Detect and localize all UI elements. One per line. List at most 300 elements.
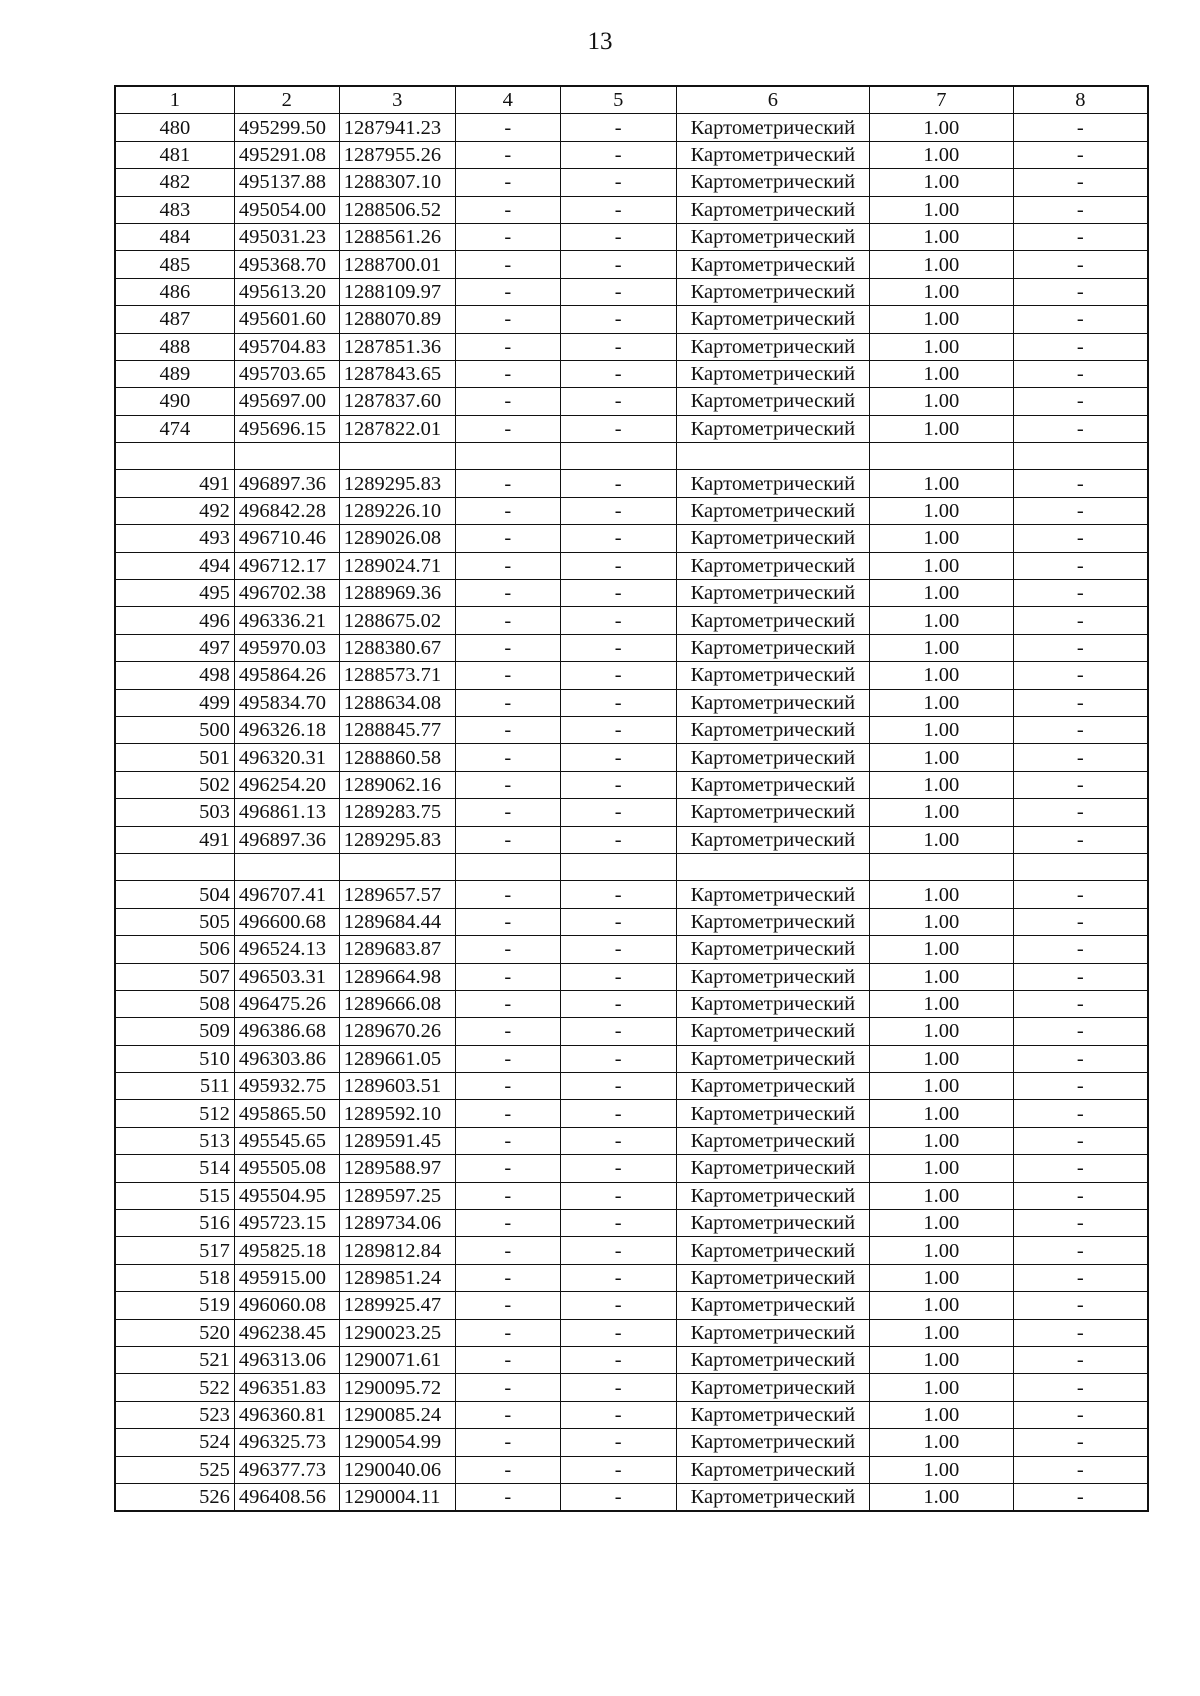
y-coordinate-cell: 1289588.97 [339, 1155, 455, 1182]
column-5-cell: - [560, 1237, 676, 1264]
accuracy-cell: 1.00 [870, 1456, 1014, 1483]
column-4-cell: - [455, 1401, 560, 1428]
method-cell: Картометрический [676, 1210, 869, 1237]
point-number-cell: 505 [115, 908, 234, 935]
accuracy-cell: 1.00 [870, 716, 1014, 743]
column-4-cell: - [455, 744, 560, 771]
method-cell: Картометрический [676, 1018, 869, 1045]
accuracy-cell: 1.00 [870, 360, 1014, 387]
y-coordinate-cell: 1289592.10 [339, 1100, 455, 1127]
column-8-cell: - [1013, 1045, 1148, 1072]
table-row [115, 826, 1148, 853]
method-cell: Картометрический [676, 908, 869, 935]
point-number-cell: 522 [115, 1374, 234, 1401]
y-coordinate-cell: 1289661.05 [339, 1045, 455, 1072]
y-coordinate-cell: 1290004.11 [339, 1483, 455, 1511]
column-8-cell: - [1013, 1456, 1148, 1483]
accuracy-cell: 1.00 [870, 1237, 1014, 1264]
column-5-cell: - [560, 278, 676, 305]
table-row [115, 415, 1148, 442]
page-number: 13 [587, 28, 613, 55]
table-row [115, 1401, 1148, 1428]
y-coordinate-cell: 1289925.47 [339, 1292, 455, 1319]
accuracy-cell: 1.00 [870, 936, 1014, 963]
column-8-cell: - [1013, 936, 1148, 963]
accuracy-cell: 1.00 [870, 1483, 1014, 1511]
method-cell: Картометрический [676, 1429, 869, 1456]
column-header: 1 [115, 86, 234, 114]
point-number-cell: 482 [115, 169, 234, 196]
y-coordinate-cell: 1287941.23 [339, 114, 455, 141]
x-coordinate-cell: 496524.13 [234, 936, 339, 963]
table-row [115, 169, 1148, 196]
x-coordinate-cell: 495970.03 [234, 634, 339, 661]
method-cell: Картометрический [676, 1346, 869, 1373]
column-4-cell: - [455, 169, 560, 196]
x-coordinate-cell: 495825.18 [234, 1237, 339, 1264]
table-row [115, 552, 1148, 579]
table-row [115, 141, 1148, 168]
accuracy-cell: 1.00 [870, 1429, 1014, 1456]
column-8-cell: - [1013, 963, 1148, 990]
point-number-cell: 499 [115, 689, 234, 716]
column-5-cell: - [560, 1483, 676, 1511]
point-number-cell: 495 [115, 580, 234, 607]
y-coordinate-cell: 1289603.51 [339, 1073, 455, 1100]
column-5-cell: - [560, 799, 676, 826]
point-number-cell: 496 [115, 607, 234, 634]
method-cell: Картометрический [676, 360, 869, 387]
accuracy-cell: 1.00 [870, 963, 1014, 990]
x-coordinate-cell: 496377.73 [234, 1456, 339, 1483]
column-4-cell: - [455, 388, 560, 415]
column-5-cell: - [560, 223, 676, 250]
column-4-cell: - [455, 251, 560, 278]
column-5-cell: - [560, 1045, 676, 1072]
x-coordinate-cell: 496600.68 [234, 908, 339, 935]
column-5-cell: - [560, 360, 676, 387]
x-coordinate-cell: 496475.26 [234, 990, 339, 1017]
x-coordinate-cell: 495137.88 [234, 169, 339, 196]
table-row [115, 470, 1148, 497]
column-8-cell: - [1013, 333, 1148, 360]
accuracy-cell: 1.00 [870, 223, 1014, 250]
method-cell: Картометрический [676, 388, 869, 415]
method-cell: Картометрический [676, 497, 869, 524]
column-4-cell: - [455, 1127, 560, 1154]
point-number-cell: 501 [115, 744, 234, 771]
point-number-cell: 497 [115, 634, 234, 661]
y-coordinate-cell: 1287851.36 [339, 333, 455, 360]
x-coordinate-cell: 495696.15 [234, 415, 339, 442]
x-coordinate-cell: 495613.20 [234, 278, 339, 305]
column-5-cell: - [560, 251, 676, 278]
column-8-cell: - [1013, 114, 1148, 141]
point-number-cell: 504 [115, 881, 234, 908]
accuracy-cell: 1.00 [870, 169, 1014, 196]
column-8-cell: - [1013, 223, 1148, 250]
column-8-cell: - [1013, 306, 1148, 333]
accuracy-cell: 1.00 [870, 881, 1014, 908]
column-4-cell: - [455, 196, 560, 223]
column-4-cell: - [455, 1073, 560, 1100]
accuracy-cell: 1.00 [870, 196, 1014, 223]
x-coordinate-cell: 496060.08 [234, 1292, 339, 1319]
table-header-row [115, 86, 1148, 114]
table-row [115, 689, 1148, 716]
y-coordinate-cell: 1289026.08 [339, 525, 455, 552]
x-coordinate-cell [234, 853, 339, 880]
column-4-cell: - [455, 689, 560, 716]
column-4-cell [455, 443, 560, 470]
table-row [115, 607, 1148, 634]
table-row [115, 1264, 1148, 1291]
table-row [115, 1456, 1148, 1483]
table-row [115, 881, 1148, 908]
y-coordinate-cell: 1288634.08 [339, 689, 455, 716]
column-5-cell: - [560, 196, 676, 223]
accuracy-cell: 1.00 [870, 1073, 1014, 1100]
point-number-cell: 526 [115, 1483, 234, 1511]
table-row [115, 306, 1148, 333]
accuracy-cell: 1.00 [870, 388, 1014, 415]
method-cell: Картометрический [676, 1155, 869, 1182]
x-coordinate-cell: 495504.95 [234, 1182, 339, 1209]
x-coordinate-cell: 496408.56 [234, 1483, 339, 1511]
column-8-cell: - [1013, 415, 1148, 442]
x-coordinate-cell: 496325.73 [234, 1429, 339, 1456]
accuracy-cell: 1.00 [870, 1100, 1014, 1127]
method-cell: Картометрический [676, 1483, 869, 1511]
column-5-cell: - [560, 771, 676, 798]
table-row [115, 1045, 1148, 1072]
point-number-cell: 512 [115, 1100, 234, 1127]
accuracy-cell: 1.00 [870, 580, 1014, 607]
y-coordinate-cell: 1289591.45 [339, 1127, 455, 1154]
method-cell: Картометрический [676, 1127, 869, 1154]
column-4-cell: - [455, 1319, 560, 1346]
method-cell: Картометрический [676, 470, 869, 497]
accuracy-cell [870, 853, 1014, 880]
column-5-cell: - [560, 580, 676, 607]
table-row [115, 634, 1148, 661]
x-coordinate-cell: 496386.68 [234, 1018, 339, 1045]
column-4-cell: - [455, 607, 560, 634]
x-coordinate-cell: 495031.23 [234, 223, 339, 250]
point-number-cell: 503 [115, 799, 234, 826]
table-row [115, 388, 1148, 415]
column-4-cell: - [455, 1018, 560, 1045]
x-coordinate-cell: 495723.15 [234, 1210, 339, 1237]
column-8-cell: - [1013, 1401, 1148, 1428]
point-number-cell: 483 [115, 196, 234, 223]
column-4-cell: - [455, 415, 560, 442]
column-8-cell: - [1013, 1264, 1148, 1291]
table-row [115, 662, 1148, 689]
table-row [115, 771, 1148, 798]
method-cell: Картометрический [676, 881, 869, 908]
method-cell: Картометрический [676, 1292, 869, 1319]
table-row [115, 1346, 1148, 1373]
column-8-cell: - [1013, 716, 1148, 743]
y-coordinate-cell: 1288860.58 [339, 744, 455, 771]
table-row [115, 278, 1148, 305]
column-5-cell: - [560, 908, 676, 935]
point-number-cell: 513 [115, 1127, 234, 1154]
table-row [115, 716, 1148, 743]
column-8-cell: - [1013, 1483, 1148, 1511]
table-row [115, 1429, 1148, 1456]
column-5-cell: - [560, 634, 676, 661]
y-coordinate-cell: 1289295.83 [339, 470, 455, 497]
accuracy-cell: 1.00 [870, 744, 1014, 771]
column-4-cell: - [455, 1182, 560, 1209]
column-8-cell [1013, 853, 1148, 880]
column-5-cell: - [560, 525, 676, 552]
x-coordinate-cell: 495291.08 [234, 141, 339, 168]
table-row [115, 963, 1148, 990]
column-8-cell: - [1013, 662, 1148, 689]
column-4-cell: - [455, 963, 560, 990]
table-row [115, 908, 1148, 935]
point-number-cell: 514 [115, 1155, 234, 1182]
column-8-cell: - [1013, 1182, 1148, 1209]
method-cell: Картометрический [676, 936, 869, 963]
accuracy-cell: 1.00 [870, 1346, 1014, 1373]
column-8-cell: - [1013, 607, 1148, 634]
point-number-cell: 524 [115, 1429, 234, 1456]
column-5-cell: - [560, 1073, 676, 1100]
y-coordinate-cell: 1289734.06 [339, 1210, 455, 1237]
table-row [115, 1483, 1148, 1511]
accuracy-cell [870, 443, 1014, 470]
column-4-cell: - [455, 1264, 560, 1291]
column-5-cell: - [560, 1292, 676, 1319]
table-row [115, 333, 1148, 360]
x-coordinate-cell: 496303.86 [234, 1045, 339, 1072]
method-cell: Картометрический [676, 963, 869, 990]
column-5-cell: - [560, 306, 676, 333]
method-cell: Картометрический [676, 607, 869, 634]
x-coordinate-cell: 496238.45 [234, 1319, 339, 1346]
point-number-cell: 489 [115, 360, 234, 387]
method-cell: Картометрический [676, 1456, 869, 1483]
y-coordinate-cell: 1289283.75 [339, 799, 455, 826]
column-8-cell: - [1013, 1374, 1148, 1401]
table-row [115, 1374, 1148, 1401]
method-cell: Картометрический [676, 634, 869, 661]
column-5-cell: - [560, 1264, 676, 1291]
x-coordinate-cell: 495703.65 [234, 360, 339, 387]
column-4-cell: - [455, 881, 560, 908]
y-coordinate-cell: 1290085.24 [339, 1401, 455, 1428]
column-8-cell: - [1013, 771, 1148, 798]
point-number-cell [115, 853, 234, 880]
x-coordinate-cell: 496842.28 [234, 497, 339, 524]
point-number-cell: 480 [115, 114, 234, 141]
table-row [115, 1292, 1148, 1319]
column-4-cell: - [455, 1483, 560, 1511]
x-coordinate-cell: 495864.26 [234, 662, 339, 689]
x-coordinate-cell: 496702.38 [234, 580, 339, 607]
column-4-cell: - [455, 1346, 560, 1373]
y-coordinate-cell: 1288969.36 [339, 580, 455, 607]
column-header: 4 [455, 86, 560, 114]
method-cell: Картометрический [676, 744, 869, 771]
y-coordinate-cell: 1288561.26 [339, 223, 455, 250]
point-number-cell: 507 [115, 963, 234, 990]
accuracy-cell: 1.00 [870, 114, 1014, 141]
column-4-cell: - [455, 360, 560, 387]
column-5-cell: - [560, 1127, 676, 1154]
x-coordinate-cell: 496351.83 [234, 1374, 339, 1401]
accuracy-cell: 1.00 [870, 1210, 1014, 1237]
column-header: 3 [339, 86, 455, 114]
x-coordinate-cell: 495834.70 [234, 689, 339, 716]
method-cell: Картометрический [676, 306, 869, 333]
column-4-cell: - [455, 1374, 560, 1401]
accuracy-cell: 1.00 [870, 1155, 1014, 1182]
accuracy-cell: 1.00 [870, 1018, 1014, 1045]
column-8-cell: - [1013, 470, 1148, 497]
method-cell: Картометрический [676, 799, 869, 826]
y-coordinate-cell: 1288573.71 [339, 662, 455, 689]
accuracy-cell: 1.00 [870, 415, 1014, 442]
point-number-cell: 492 [115, 497, 234, 524]
y-coordinate-cell [339, 853, 455, 880]
column-4-cell: - [455, 1100, 560, 1127]
method-cell: Картометрический [676, 415, 869, 442]
accuracy-cell: 1.00 [870, 306, 1014, 333]
column-5-cell: - [560, 607, 676, 634]
accuracy-cell: 1.00 [870, 470, 1014, 497]
point-number-cell [115, 443, 234, 470]
y-coordinate-cell: 1290040.06 [339, 1456, 455, 1483]
point-number-cell: 506 [115, 936, 234, 963]
y-coordinate-cell: 1288307.10 [339, 169, 455, 196]
method-cell: Картометрический [676, 1374, 869, 1401]
column-5-cell: - [560, 689, 676, 716]
table-row [115, 580, 1148, 607]
y-coordinate-cell: 1289597.25 [339, 1182, 455, 1209]
y-coordinate-cell: 1288380.67 [339, 634, 455, 661]
method-cell: Картометрический [676, 689, 869, 716]
x-coordinate-cell: 495865.50 [234, 1100, 339, 1127]
table-row [115, 1155, 1148, 1182]
column-8-cell: - [1013, 1155, 1148, 1182]
table-row [115, 525, 1148, 552]
point-number-cell: 491 [115, 826, 234, 853]
table-row [115, 497, 1148, 524]
x-coordinate-cell: 495932.75 [234, 1073, 339, 1100]
accuracy-cell: 1.00 [870, 1264, 1014, 1291]
table-separator-row [115, 853, 1148, 880]
table-row [115, 990, 1148, 1017]
column-4-cell: - [455, 1456, 560, 1483]
column-5-cell: - [560, 716, 676, 743]
y-coordinate-cell: 1289812.84 [339, 1237, 455, 1264]
column-5-cell: - [560, 1018, 676, 1045]
accuracy-cell: 1.00 [870, 278, 1014, 305]
method-cell: Картометрический [676, 716, 869, 743]
method-cell: Картометрический [676, 251, 869, 278]
table-row [115, 1073, 1148, 1100]
method-cell: Картометрический [676, 1073, 869, 1100]
method-cell: Картометрический [676, 1237, 869, 1264]
y-coordinate-cell: 1287843.65 [339, 360, 455, 387]
column-8-cell: - [1013, 634, 1148, 661]
column-5-cell: - [560, 1319, 676, 1346]
method-cell: Картометрический [676, 169, 869, 196]
y-coordinate-cell: 1289657.57 [339, 881, 455, 908]
column-5-cell: - [560, 1182, 676, 1209]
column-5-cell: - [560, 1210, 676, 1237]
table-row [115, 251, 1148, 278]
x-coordinate-cell: 495054.00 [234, 196, 339, 223]
column-8-cell: - [1013, 744, 1148, 771]
column-8-cell: - [1013, 799, 1148, 826]
accuracy-cell: 1.00 [870, 1401, 1014, 1428]
accuracy-cell: 1.00 [870, 799, 1014, 826]
column-8-cell: - [1013, 1073, 1148, 1100]
method-cell: Картометрический [676, 580, 869, 607]
column-5-cell: - [560, 1374, 676, 1401]
coordinates-table [114, 85, 1149, 1512]
column-header: 7 [870, 86, 1014, 114]
column-4-cell: - [455, 990, 560, 1017]
column-8-cell: - [1013, 278, 1148, 305]
column-4-cell: - [455, 114, 560, 141]
method-cell: Картометрический [676, 114, 869, 141]
table-row [115, 1127, 1148, 1154]
point-number-cell: 474 [115, 415, 234, 442]
x-coordinate-cell: 496336.21 [234, 607, 339, 634]
column-8-cell: - [1013, 360, 1148, 387]
method-cell: Картометрический [676, 1045, 869, 1072]
accuracy-cell: 1.00 [870, 689, 1014, 716]
column-5-cell: - [560, 990, 676, 1017]
column-5-cell: - [560, 388, 676, 415]
accuracy-cell: 1.00 [870, 1374, 1014, 1401]
accuracy-cell: 1.00 [870, 141, 1014, 168]
y-coordinate-cell: 1289226.10 [339, 497, 455, 524]
x-coordinate-cell: 495299.50 [234, 114, 339, 141]
y-coordinate-cell: 1287822.01 [339, 415, 455, 442]
accuracy-cell: 1.00 [870, 333, 1014, 360]
column-5-cell [560, 853, 676, 880]
column-5-cell: - [560, 963, 676, 990]
y-coordinate-cell: 1289295.83 [339, 826, 455, 853]
column-4-cell: - [455, 278, 560, 305]
x-coordinate-cell: 495368.70 [234, 251, 339, 278]
column-4-cell: - [455, 552, 560, 579]
column-8-cell: - [1013, 1100, 1148, 1127]
x-coordinate-cell: 496254.20 [234, 771, 339, 798]
point-number-cell: 509 [115, 1018, 234, 1045]
point-number-cell: 523 [115, 1401, 234, 1428]
accuracy-cell: 1.00 [870, 634, 1014, 661]
y-coordinate-cell: 1287837.60 [339, 388, 455, 415]
point-number-cell: 521 [115, 1346, 234, 1373]
point-number-cell: 487 [115, 306, 234, 333]
method-cell: Картометрический [676, 278, 869, 305]
accuracy-cell: 1.00 [870, 1045, 1014, 1072]
accuracy-cell: 1.00 [870, 908, 1014, 935]
column-4-cell: - [455, 1237, 560, 1264]
column-8-cell: - [1013, 689, 1148, 716]
point-number-cell: 488 [115, 333, 234, 360]
y-coordinate-cell: 1287955.26 [339, 141, 455, 168]
